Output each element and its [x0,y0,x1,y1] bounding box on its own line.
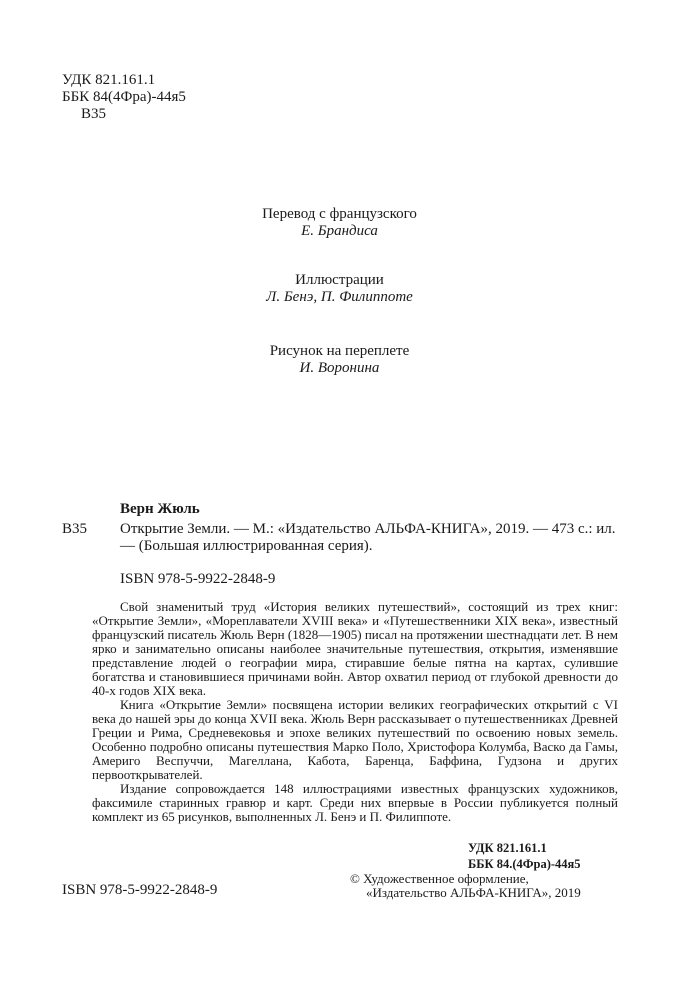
annotation-paragraph: Книга «Открытие Земли» посвящена истории великих географических открытий с VI века до нашей эры до конца XVII века. Жюль Верн рассказывает о путешественниках Древней Греции и Рима, Средневековья и эпохе великих путешествий по освоению новых земель. Особенно подробно описаны путешествия Марко Поло, Христофора Колумба, Васко да Гамы, Америго Веспуччи, Магеллана, Кабота, Баренца, Баффина, Гудзона и других первооткрывателей. [92,697,618,782]
classification-udk: УДК 821.161.1 [468,841,547,855]
credit-name: И. Воронина [299,360,380,376]
bibliography-isbn: ISBN 978-5-9922-2848-9 [120,571,276,587]
classification-bbk: ББК 84.(4Фра)-44я5 [468,857,581,871]
annotation-paragraph: Издание сопровождается 148 иллюстрациями известных французских художников, факсимиле старинных гравюр и карт. Среди них впервые в России публикуется полный комплект из 65 рисунков, выполненных Л. Бенэ и П. Филиппоте. [92,781,618,824]
annotation-paragraph: Свой знаменитый труд «История великих путешествий», состоящий из трех книг: «Открытие Земли», «Мореплаватели XVIII века» и «Путешественники XIX века», известный французский писатель Жюль Верн (1828—1905) писал на протяжении шестнадцати лет. В нем ярко и занимательно описаны наиболее значительные путешествия, открытия, изменявшие представление людей о географии мира, стиравшие белые пятна на картах, сулившие богатства и становившиеся причинами войн. Автор охватил период от глубокой древности до 40-х годов XIX века. [92,599,618,698]
credit-role: Перевод с французского [262,206,417,222]
udk-bbk-block [62,72,186,123]
bibliography-description: Открытие Земли. — М.: «Издательство АЛЬФА-КНИГА», 2019. — 473 с.: ил.— (Большая иллюстрированная серия). [120,521,616,554]
bibliography-author: Верн Жюль [120,501,200,517]
credit-name: Л. Бенэ, П. Филиппоте [266,289,413,305]
annotation [92,600,618,824]
copyright-line-2: «Издательство АЛЬФА-КНИГА», 2019 [366,885,581,900]
credit-role: Рисунок на переплете [269,343,410,359]
classification-block [468,840,581,872]
credit-cover-drawing [0,343,679,377]
bbk-code: ББК 84(4Фра)-44я5 [62,89,186,105]
credit-illustrations [0,272,679,306]
credit-translation [0,206,679,240]
copyright-notice [350,872,581,900]
credit-name: Е. Брандиса [301,223,378,239]
udk-code: УДК 821.161.1 [62,72,156,88]
copyright-line-1: © Художественное оформление, [350,871,529,886]
bibliography-index-code: В35 [62,521,88,537]
footer-isbn: ISBN 978-5-9922-2848-9 [62,882,218,898]
author-index-code: В35 [81,106,107,122]
credit-role: Иллюстрации [295,272,384,288]
